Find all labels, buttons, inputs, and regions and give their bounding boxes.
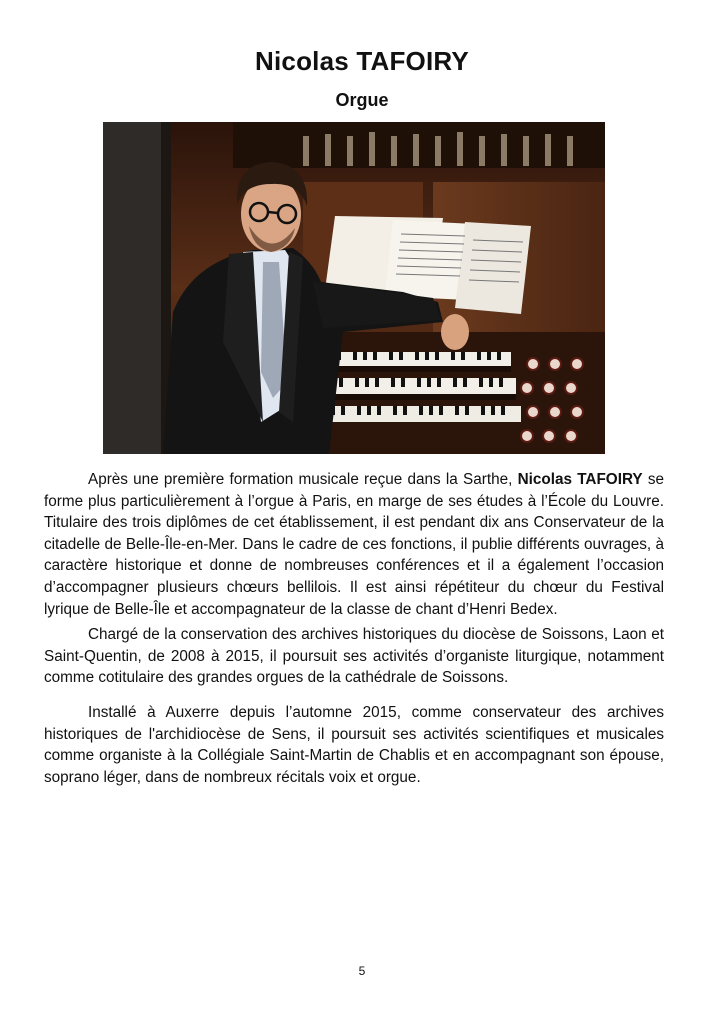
organist-photo (103, 122, 605, 454)
biography-paragraph-2: Chargé de la conservation des archives historiques du diocèse de Soissons, Laon et Saint-Quentin, de 2008 à 2015, il poursuit ses activités d’organiste liturgique, notamment comme cotitulaire des grandes orgues de la cathédrale de Soissons. (44, 626, 664, 687)
biography-paragraph-3: Installé à Auxerre depuis l’automne 2015, comme conservateur des archives historiques de l'archidiocèse de Sens, il poursuit ses activités scientifiques et musicales comme organiste à la Collégiale Saint-Martin de Chablis et en accompagnant son épouse, soprano léger, dans de nombreux récitals voix et orgue. (44, 704, 664, 786)
page-subtitle: Orgue (335, 90, 389, 110)
page-title: Nicolas TAFOIRY (255, 46, 469, 76)
page-number: 5 (358, 964, 366, 978)
biography-paragraph-1: Après une première formation musicale reçue dans la Sarthe, Nicolas TAFOIRY se forme plus particulièrement à l’orgue à Paris, en marge de ses études à l’École du Louvre. Titulaire des trois diplômes de cet établissement, il est pendant dix ans Conservateur de la citadelle de Belle-Île-en-Mer. Dans le cadre de ces fonctions, il publie différents ouvrages, à caractère historique et donne de nombreuses conférences et il a également l’occasion d’accompagner plusieurs chœurs bellilois. Il est ainsi répétiteur du chœur du Festival lyrique de Belle-Île et accompagnateur de la classe de chant d’Henri Bedex. (44, 471, 665, 618)
artist-name-bold: Nicolas TAFOIRY (517, 471, 643, 488)
